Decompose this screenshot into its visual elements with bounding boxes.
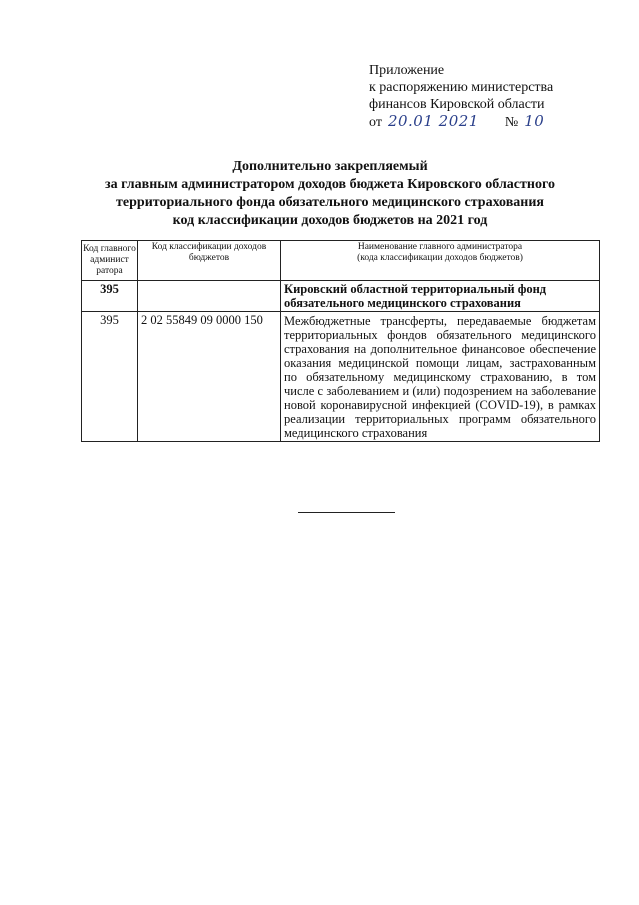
handwritten-number: 10 — [524, 112, 545, 130]
table-row-admin — [82, 281, 600, 312]
title-line-1: Дополнительно закрепляемый — [232, 159, 428, 174]
title-line-3: территориального фонда обязательного медицинского страхования — [116, 195, 544, 210]
admin-name-cell: Кировский областной территориальный фонд обязательного медицинского страхования — [281, 281, 600, 312]
header-admin-name — [281, 241, 600, 281]
end-divider — [298, 512, 395, 513]
item-classification-cell: 2 02 55849 09 0000 150 — [138, 312, 281, 442]
header-classification-code: Код классификации доходов бюджетов — [138, 241, 281, 281]
annex-ministry-line: финансов Кировской области — [369, 97, 545, 112]
annex-header — [369, 62, 619, 131]
date-prefix: от — [369, 115, 382, 130]
table-row-item — [82, 312, 600, 442]
header-admin-name-line1: Наименование главного администратора — [357, 242, 523, 252]
title-line-2: за главным администратором доходов бюджета Кировского областного — [105, 177, 555, 192]
title-line-4: код классификации доходов бюджетов на 2021 год — [172, 213, 488, 228]
annex-ref-line: к распоряжению министерства — [369, 80, 554, 95]
header-admin-name-line2: (кода классификации доходов бюджетов) — [357, 253, 523, 263]
admin-code-cell: 395 — [82, 281, 138, 312]
header-admin-code: Код главного админист ратора — [82, 241, 138, 281]
table-header-row — [82, 241, 600, 281]
annex-title: Приложение — [369, 63, 445, 78]
item-name-cell: Межбюджетные трансферты, передаваемые бюджетам территориальных фондов обязательного медицинского страхования на дополнительное финансовое обеспечение оказания медицинской помощи лицам, застрахованным по обязательному медицинскому страхованию, в том числе с заболеванием и (или) подозрением на заболевание новой коронавирусной инфекцией (COVID-19), в рамках реализации территориальных программ обязательного медицинского страхования — [281, 312, 600, 442]
document-title — [60, 158, 600, 230]
annex-date-row — [369, 113, 619, 131]
number-label: № — [504, 115, 519, 130]
item-code-cell: 395 — [82, 312, 138, 442]
classification-table — [81, 240, 600, 442]
admin-classification-cell — [138, 281, 281, 312]
handwritten-date: 20.01 2021 — [387, 112, 479, 130]
